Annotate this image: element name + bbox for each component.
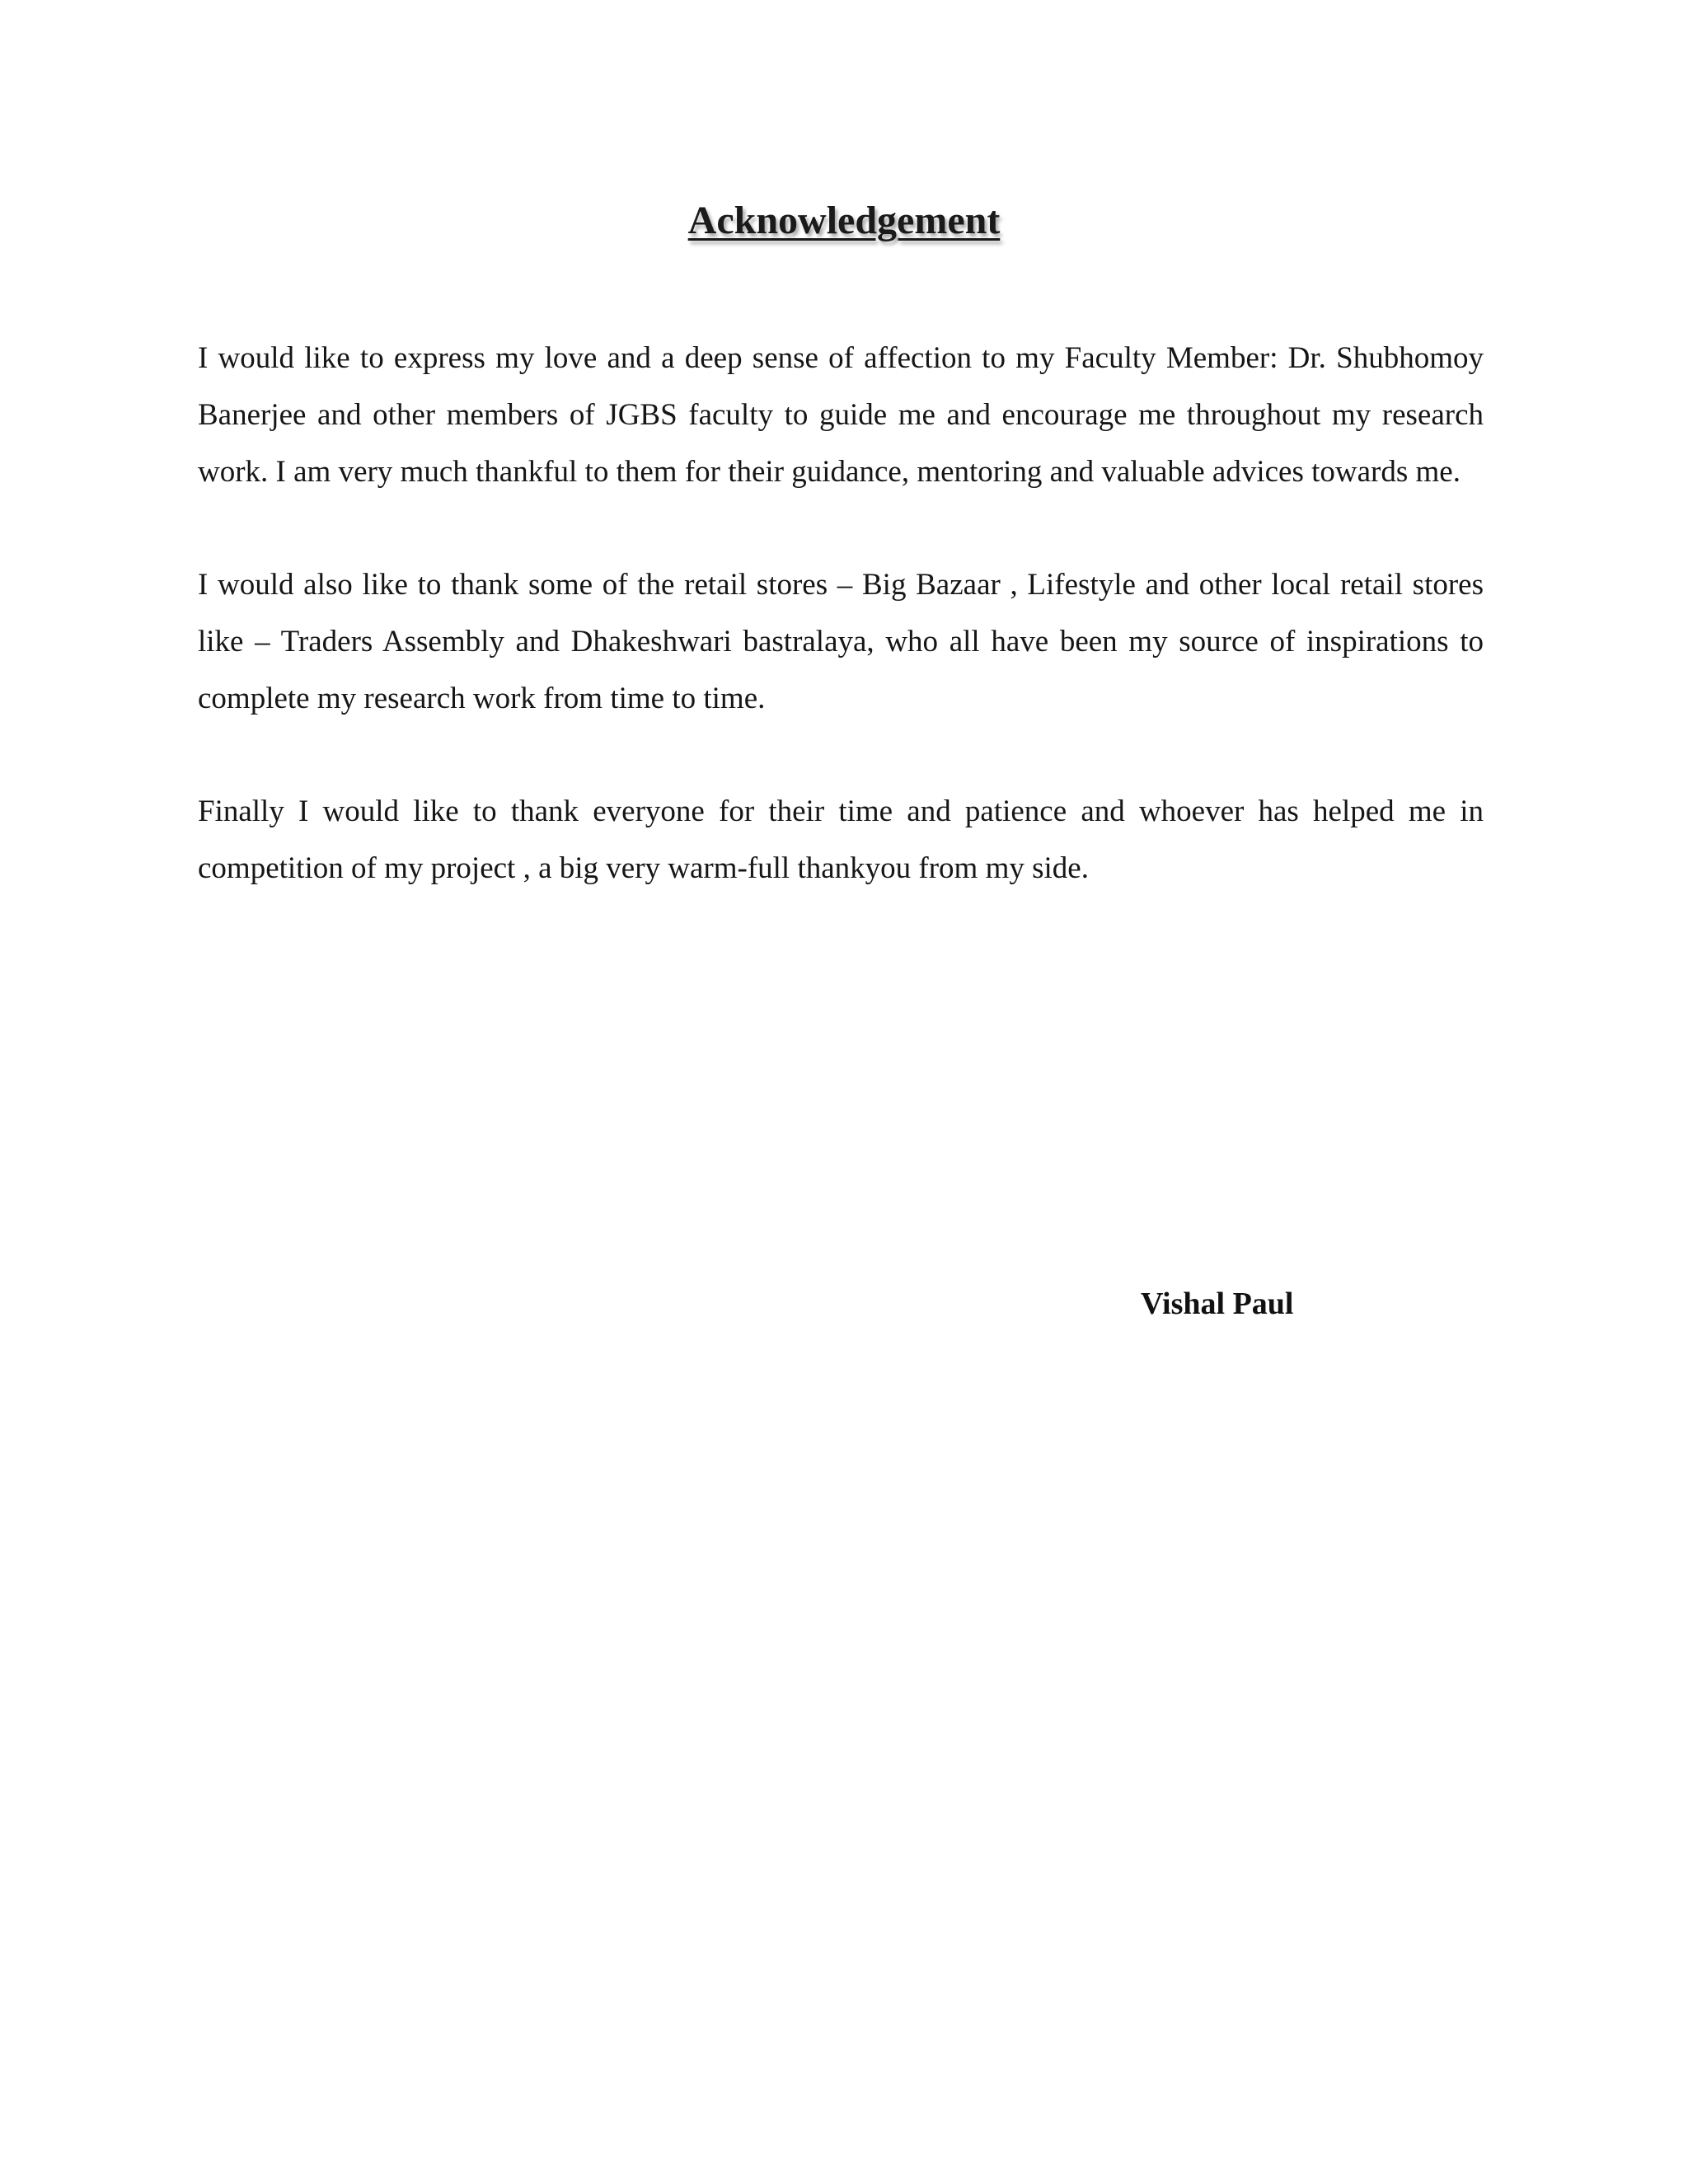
paragraph-faculty-thanks: I would like to express my love and a deep sense of affection to my Faculty Member: Dr. Shubhomoy Banerjee and other members of JGBS faculty to guide me and encourage me throughout my research work. I am very much thankful to them for their guidance, mentoring and valuable advices towards me. xyxy=(198,341,1484,489)
page-title: Acknowledgement xyxy=(687,199,1001,242)
paragraph-closing-thanks: Finally I would like to thank everyone for their time and patience and whoever has helped me in competition of my project , a big very warm-full thankyou from my side. xyxy=(198,794,1484,885)
paragraph-retail-stores-thanks: I would also like to thank some of the retail stores – Big Bazaar , Lifestyle and other local retail stores like – Traders Assembly and Dhakeshwari bastralaya, who all have been my source of inspirations to complete my research work from time to time. xyxy=(198,568,1484,715)
author-signature: Vishal Paul xyxy=(1141,1286,1294,1321)
acknowledgement-body xyxy=(198,330,1484,953)
